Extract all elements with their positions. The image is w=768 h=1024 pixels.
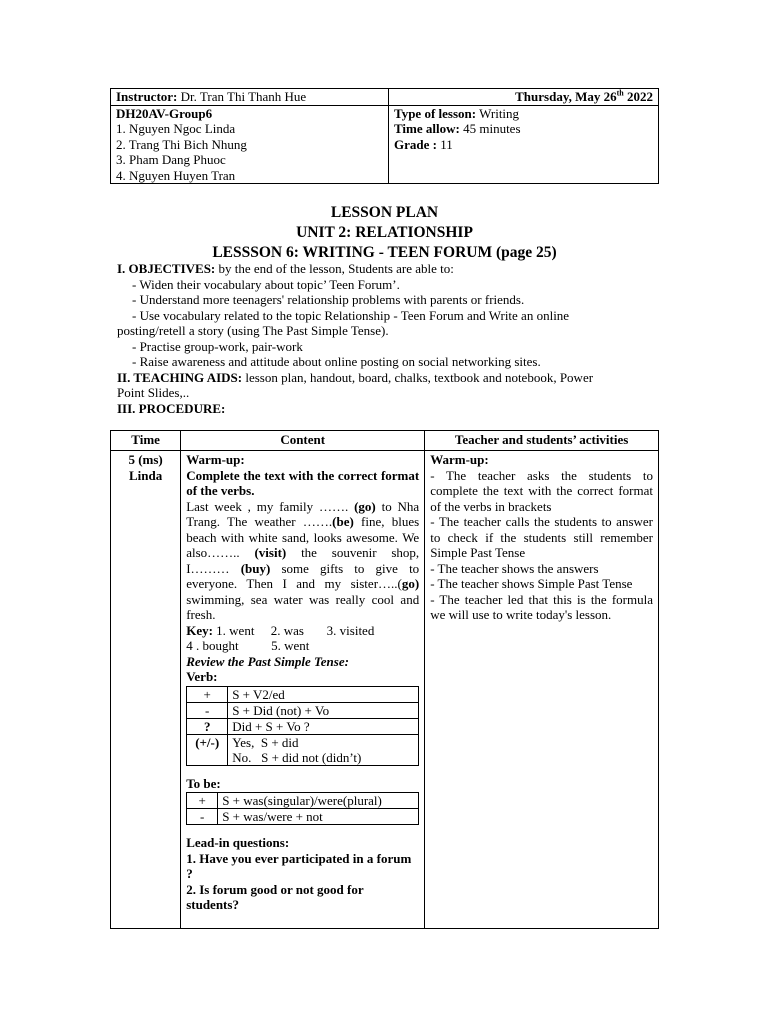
leadin-question-2: 2. Is forum good or not good for students? xyxy=(186,881,364,912)
objectives-intro: by the end of the lesson, Students are able to: xyxy=(215,261,454,276)
instructor-cell xyxy=(111,89,389,106)
objectives-section xyxy=(117,261,657,416)
verb-hint: (visit) xyxy=(254,545,287,560)
activity-item: - The teacher asks the students to complete the text with the correct format of the verbs in brackets xyxy=(430,467,653,514)
leadin-heading: Lead-in questions: xyxy=(186,835,290,850)
stage-time: 5 (ms) xyxy=(128,452,163,467)
date-sup: th xyxy=(616,88,624,98)
table-row xyxy=(111,451,659,929)
member-4: 4. Nguyen Huyen Tran xyxy=(116,167,236,183)
tobe-label: To be: xyxy=(186,775,221,791)
col-header-content: Content xyxy=(181,431,425,451)
title-lesson-plan: LESSON PLAN xyxy=(330,204,439,221)
title-block xyxy=(110,203,659,263)
title-lesson: LESSSON 6: WRITING - TEEN FORUM (page 25) xyxy=(212,244,557,261)
group-name: DH20AV-Group6 xyxy=(116,105,213,121)
lesson-info-cell xyxy=(389,105,659,184)
date-prefix: Thursday, May 26 xyxy=(515,89,617,104)
member-2: 2. Trang Thi Bich Nhung xyxy=(116,136,247,152)
teaching-aids-continued: Point Slides,.. xyxy=(117,385,190,400)
formula-symbol: + xyxy=(187,686,228,702)
presenter-name: Linda xyxy=(128,467,163,483)
activities-cell xyxy=(425,451,659,929)
instructor-label: Instructor: xyxy=(116,89,178,104)
verb-hint: go) xyxy=(401,576,420,591)
lesson-type-label: Type of lesson: xyxy=(394,105,477,121)
activity-item: - The teacher led that this is the formula we will use to write today's lesson. xyxy=(430,591,653,622)
verb-hint: (go) xyxy=(354,498,376,514)
warmup-heading: Warm-up: xyxy=(186,452,245,467)
time-cell xyxy=(111,451,181,929)
date-cell xyxy=(389,89,659,106)
teaching-aids-text: lesson plan, handout, board, chalks, textbook and notebook, Power xyxy=(242,369,594,385)
formula-symbol: - xyxy=(187,702,228,718)
lesson-type: Writing xyxy=(476,105,520,121)
member-1: 1. Nguyen Ngoc Linda xyxy=(116,121,236,136)
time-allow: 45 minutes xyxy=(459,121,521,136)
formula: Yes, S + did No. S + did not (didn’t) xyxy=(228,734,419,765)
procedure-heading: III. PROCEDURE: xyxy=(117,400,226,416)
objective-item: - Widen their vocabulary about topic’ Teen Forum’. xyxy=(132,276,400,292)
formula-symbol: (+/-) xyxy=(187,734,228,765)
formula: S + was/were + not xyxy=(218,809,419,825)
verb-formula-table xyxy=(186,686,419,766)
answer-key xyxy=(186,623,419,639)
verb-label: Verb: xyxy=(186,669,218,684)
formula: Did + S + Vo ? xyxy=(228,718,419,734)
activity-item: - The teacher shows Simple Past Tense xyxy=(430,576,633,591)
leadin-question-1: 1. Have you ever participated in a forum ? xyxy=(186,850,412,881)
activities-warmup-heading: Warm-up: xyxy=(430,452,489,467)
warmup-instruction: Complete the text with the correct format of the verbs. xyxy=(186,467,420,498)
instructor-name: Dr. Tran Thi Thanh Hue xyxy=(177,89,307,104)
formula-symbol: ? xyxy=(187,718,228,734)
formula: S + was(singular)/were(plural) xyxy=(218,793,419,809)
objective-item: - Understand more teenagers' relationship problems with parents or friends. xyxy=(132,292,525,307)
warmup-text: Last week , my family ……. (go) to Nha Trang. The weather …….(be) fine, blues beach with white sand, looks awesome. We also…….. (visit) the souvenir shop, I……… (buy) some gifts to give to everyone. Then I and my sister…..(go) swimming, sea water was really cool and fresh. xyxy=(186,498,420,622)
formula: S + Did (not) + Vo xyxy=(228,702,419,718)
key-line-1: 1. went 2. was 3. visited xyxy=(212,622,375,638)
review-heading: Review the Past Simple Tense: xyxy=(186,653,349,669)
objective-item: - Use vocabulary related to the topic Relationship - Teen Forum and Write an online xyxy=(132,307,570,323)
procedure-table xyxy=(110,430,659,929)
content-cell xyxy=(181,451,425,929)
member-3: 3. Pham Dang Phuoc xyxy=(116,152,226,167)
grade-label: Grade : xyxy=(394,136,437,152)
verb-hint: (buy) xyxy=(240,560,271,576)
col-header-time: Time xyxy=(111,431,181,451)
header-table xyxy=(110,88,659,184)
formula-symbol: - xyxy=(187,809,218,825)
tobe-formula-table xyxy=(186,792,419,825)
verb-hint: (be) xyxy=(332,514,354,529)
group-cell xyxy=(111,105,389,184)
objective-item-continued: posting/retell a story (using The Past Simple Tense). xyxy=(117,323,389,338)
formula: S + V2/ed xyxy=(228,686,419,702)
formula-symbol: + xyxy=(187,793,218,809)
key-line-2: 4 . bought 5. went xyxy=(186,638,310,653)
time-allow-label: Time allow: xyxy=(394,121,460,136)
objectives-heading: I. OBJECTIVES: xyxy=(117,261,216,276)
title-unit: UNIT 2: RELATIONSHIP xyxy=(296,224,473,241)
teaching-aids-heading: II. TEACHING AIDS: xyxy=(117,369,243,385)
date-suffix: 2022 xyxy=(623,89,653,104)
grade: 11 xyxy=(436,136,453,152)
activity-item: - The teacher shows the answers xyxy=(430,560,599,576)
objective-item: - Raise awareness and attitude about online posting on social networking sites. xyxy=(132,354,541,369)
col-header-activities: Teacher and students’ activities xyxy=(425,431,659,451)
key-label: Key: xyxy=(186,622,213,638)
activity-item: - The teacher calls the students to answer to check if the students still remember Simple Past Tense xyxy=(430,514,653,560)
objective-item: - Practise group-work, pair-work xyxy=(132,338,303,354)
